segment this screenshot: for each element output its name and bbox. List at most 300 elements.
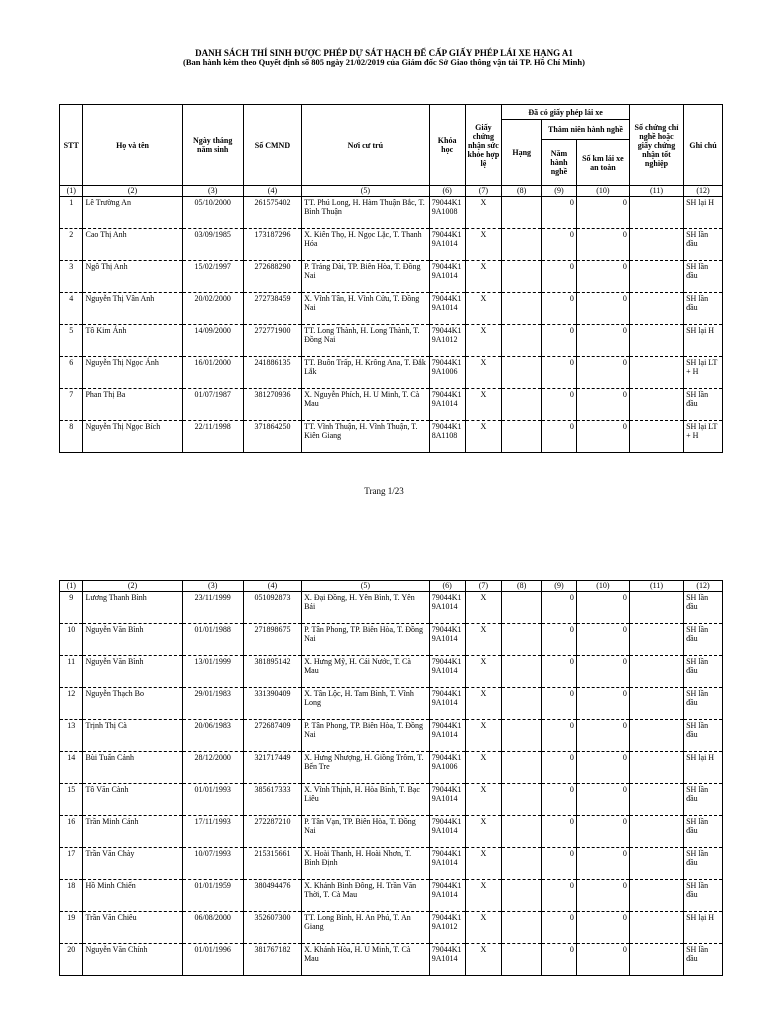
row-cmnd: 381895142 — [243, 656, 301, 688]
row-km: 0 — [576, 389, 629, 421]
table-row — [60, 197, 723, 229]
row-km: 0 — [576, 421, 629, 453]
row-note: SH lần đầu — [684, 592, 723, 624]
header-name: Họ và tên — [83, 105, 182, 186]
row-name: Trần Minh Cảnh — [83, 816, 182, 848]
column-number: (4) — [243, 186, 301, 197]
row-years: 0 — [542, 848, 577, 880]
header-license-group: Đã có giấy phép lái xe — [502, 105, 630, 120]
row-class — [502, 261, 542, 293]
row-course: 79044K19A1014 — [429, 816, 465, 848]
row-note: SH lần đầu — [684, 944, 723, 976]
row-note: SH lại H — [684, 752, 723, 784]
row-name: Nguyễn Văn Bình — [83, 624, 182, 656]
row-years: 0 — [542, 752, 577, 784]
row-class — [502, 421, 542, 453]
header-certificate: Số chứng chỉ nghề hoặc giấy chứng nhận tốt nghiệp — [629, 105, 683, 186]
row-dob: 20/06/1983 — [182, 720, 243, 752]
row-dob: 23/11/1999 — [182, 592, 243, 624]
row-class — [502, 357, 542, 389]
row-dob: 06/08/2000 — [182, 912, 243, 944]
row-name: Nguyễn Thị Vân Anh — [83, 293, 182, 325]
table-row — [60, 688, 723, 720]
row-name: Phan Thị Ba — [83, 389, 182, 421]
row-dob: 01/01/1996 — [182, 944, 243, 976]
row-class — [502, 912, 542, 944]
row-certificate — [629, 880, 683, 912]
row-certificate — [629, 357, 683, 389]
row-class — [502, 293, 542, 325]
header-course: Khóa học — [429, 105, 465, 186]
row-km: 0 — [576, 720, 629, 752]
row-stt: 17 — [60, 848, 83, 880]
row-km: 0 — [576, 784, 629, 816]
table-row — [60, 912, 723, 944]
row-class — [502, 389, 542, 421]
column-number: (5) — [302, 581, 430, 592]
row-health: X — [465, 229, 502, 261]
row-note: SH lại H — [684, 912, 723, 944]
row-stt: 15 — [60, 784, 83, 816]
row-certificate — [629, 261, 683, 293]
document-title: DANH SÁCH THÍ SINH ĐƯỢC PHÉP DỰ SÁT HẠCH ĐỂ CẤP GIẤY PHÉP LÁI XE HẠNG A1 — [195, 48, 573, 58]
row-name: Nguyễn Thị Ngọc Ánh — [83, 357, 182, 389]
row-address: X. Tân Lộc, H. Tam Bình, T. Vĩnh Long — [302, 688, 430, 720]
row-certificate — [629, 656, 683, 688]
row-cmnd: 380494476 — [243, 880, 301, 912]
row-cmnd: 272287210 — [243, 816, 301, 848]
row-certificate — [629, 688, 683, 720]
row-note: SH lại LT + H — [684, 357, 723, 389]
row-km: 0 — [576, 880, 629, 912]
row-dob: 10/07/1993 — [182, 848, 243, 880]
table-row — [60, 880, 723, 912]
row-address: X. Hưng Mỹ, H. Cái Nước, T. Cà Mau — [302, 656, 430, 688]
row-course: 79044K19A1014 — [429, 784, 465, 816]
row-class — [502, 688, 542, 720]
row-certificate — [629, 421, 683, 453]
header-cmnd: Số CMND — [243, 105, 301, 186]
row-stt: 3 — [60, 261, 83, 293]
row-course: 79044K19A1014 — [429, 592, 465, 624]
row-years: 0 — [542, 357, 577, 389]
row-class — [502, 784, 542, 816]
row-course: 79044K19A1006 — [429, 357, 465, 389]
column-number: (2) — [83, 581, 182, 592]
row-class — [502, 944, 542, 976]
table-row — [60, 325, 723, 357]
row-address: TT. Long Thành, H. Long Thành, T. Đồng Nai — [302, 325, 430, 357]
row-km: 0 — [576, 848, 629, 880]
row-note: SH lần đầu — [684, 656, 723, 688]
column-number-row — [60, 581, 723, 592]
page-number: Trang 1/23 — [364, 486, 404, 496]
row-years: 0 — [542, 197, 577, 229]
row-years: 0 — [542, 421, 577, 453]
row-course: 79044K19A1014 — [429, 688, 465, 720]
row-name: Tô Văn Cành — [83, 784, 182, 816]
row-class — [502, 720, 542, 752]
header-class: Hạng — [502, 120, 542, 186]
row-course: 79044K19A1014 — [429, 261, 465, 293]
row-note: SH lần đầu — [684, 784, 723, 816]
header-years: Năm hành nghề — [542, 140, 577, 186]
column-number: (11) — [629, 581, 683, 592]
row-class — [502, 229, 542, 261]
row-address: X. Hưng Nhượng, H. Giồng Trôm, T. Bến Tre — [302, 752, 430, 784]
row-course: 79044K19A1014 — [429, 720, 465, 752]
row-name: Hồ Minh Chiến — [83, 880, 182, 912]
row-cmnd: 215315661 — [243, 848, 301, 880]
row-stt: 11 — [60, 656, 83, 688]
row-address: X. Kiên Thọ, H. Ngọc Lặc, T. Thanh Hóa — [302, 229, 430, 261]
row-km: 0 — [576, 592, 629, 624]
row-years: 0 — [542, 880, 577, 912]
row-course: 79044K18A1108 — [429, 421, 465, 453]
row-certificate — [629, 229, 683, 261]
row-cmnd: 371864250 — [243, 421, 301, 453]
row-km: 0 — [576, 197, 629, 229]
column-number: (9) — [542, 581, 577, 592]
table-row — [60, 656, 723, 688]
header-stt: STT — [60, 105, 83, 186]
row-note: SH lại LT + H — [684, 421, 723, 453]
row-stt: 5 — [60, 325, 83, 357]
row-years: 0 — [542, 912, 577, 944]
row-certificate — [629, 848, 683, 880]
column-number: (3) — [182, 581, 243, 592]
row-dob: 01/07/1987 — [182, 389, 243, 421]
table-row — [60, 944, 723, 976]
row-dob: 05/10/2000 — [182, 197, 243, 229]
row-years: 0 — [542, 720, 577, 752]
row-note: SH lần đầu — [684, 688, 723, 720]
row-health: X — [465, 912, 502, 944]
column-number: (2) — [83, 186, 182, 197]
row-name: Nguyễn Thạch Bo — [83, 688, 182, 720]
table-row — [60, 357, 723, 389]
row-course: 79044K19A1012 — [429, 325, 465, 357]
row-certificate — [629, 624, 683, 656]
column-number: (6) — [429, 186, 465, 197]
row-note: SH lại H — [684, 325, 723, 357]
table-row — [60, 389, 723, 421]
row-certificate — [629, 752, 683, 784]
row-note: SH lần đầu — [684, 389, 723, 421]
row-note: SH lần đầu — [684, 261, 723, 293]
row-certificate — [629, 912, 683, 944]
table-row — [60, 816, 723, 848]
row-name: Trần Văn Chày — [83, 848, 182, 880]
row-address: X. Khánh Bình Đông, H. Trần Văn Thời, T. Cà Mau — [302, 880, 430, 912]
row-stt: 14 — [60, 752, 83, 784]
row-note: SH lần đầu — [684, 720, 723, 752]
candidate-table-page1 — [59, 104, 723, 453]
row-address: X. Khánh Hòa, H. U Minh, T. Cà Mau — [302, 944, 430, 976]
row-certificate — [629, 389, 683, 421]
row-years: 0 — [542, 293, 577, 325]
row-course: 79044K19A1014 — [429, 624, 465, 656]
row-health: X — [465, 944, 502, 976]
row-years: 0 — [542, 229, 577, 261]
row-note: SH lần đầu — [684, 624, 723, 656]
row-health: X — [465, 325, 502, 357]
document-subtitle: (Ban hành kèm theo Quyết định số 805 ngày 21/02/2019 của Giám đốc Sở Giao thông vận tải TP. Hồ Chí Minh) — [183, 57, 585, 67]
row-class — [502, 880, 542, 912]
row-dob: 17/11/1993 — [182, 816, 243, 848]
row-name: Bùi Tuấn Cảnh — [83, 752, 182, 784]
row-cmnd: 272687409 — [243, 720, 301, 752]
row-stt: 12 — [60, 688, 83, 720]
row-dob: 13/01/1999 — [182, 656, 243, 688]
row-course: 79044K19A1014 — [429, 389, 465, 421]
row-stt: 8 — [60, 421, 83, 453]
row-dob: 16/01/2000 — [182, 357, 243, 389]
row-certificate — [629, 784, 683, 816]
row-address: X. Nguyễn Phích, H. U Minh, T. Cà Mau — [302, 389, 430, 421]
row-course: 79044K19A1014 — [429, 880, 465, 912]
table-row — [60, 752, 723, 784]
column-number: (7) — [465, 581, 502, 592]
row-health: X — [465, 293, 502, 325]
row-name: Ngô Thị Anh — [83, 261, 182, 293]
column-number: (11) — [629, 186, 683, 197]
row-health: X — [465, 624, 502, 656]
table-row — [60, 848, 723, 880]
row-dob: 01/01/1993 — [182, 784, 243, 816]
table-row — [60, 784, 723, 816]
row-health: X — [465, 848, 502, 880]
row-dob: 01/01/1988 — [182, 624, 243, 656]
row-class — [502, 848, 542, 880]
row-note: SH lần đầu — [684, 816, 723, 848]
row-name: Tô Kim Ánh — [83, 325, 182, 357]
row-health: X — [465, 197, 502, 229]
column-number: (12) — [684, 186, 723, 197]
row-years: 0 — [542, 656, 577, 688]
row-km: 0 — [576, 357, 629, 389]
row-address: X. Vĩnh Tân, H. Vĩnh Cửu, T. Đồng Nai — [302, 293, 430, 325]
row-course: 79044K19A1012 — [429, 912, 465, 944]
row-course: 79044K19A1014 — [429, 293, 465, 325]
row-name: Trịnh Thị Cà — [83, 720, 182, 752]
row-km: 0 — [576, 325, 629, 357]
row-dob: 03/09/1985 — [182, 229, 243, 261]
row-dob: 29/01/1983 — [182, 688, 243, 720]
row-stt: 16 — [60, 816, 83, 848]
row-years: 0 — [542, 688, 577, 720]
row-cmnd: 381270936 — [243, 389, 301, 421]
row-years: 0 — [542, 784, 577, 816]
row-address: TT. Buôn Trấp, H. Krông Ana, T. Đắk Lắk — [302, 357, 430, 389]
row-health: X — [465, 357, 502, 389]
row-health: X — [465, 752, 502, 784]
column-number: (4) — [243, 581, 301, 592]
row-certificate — [629, 293, 683, 325]
row-class — [502, 197, 542, 229]
row-note: SH lại H — [684, 197, 723, 229]
row-cmnd: 381767182 — [243, 944, 301, 976]
row-health: X — [465, 656, 502, 688]
row-km: 0 — [576, 816, 629, 848]
row-name: Nguyễn Văn Chính — [83, 944, 182, 976]
row-address: X. Đại Đồng, H. Yên Bình, T. Yên Bái — [302, 592, 430, 624]
row-dob: 01/01/1959 — [182, 880, 243, 912]
row-certificate — [629, 197, 683, 229]
column-number: (8) — [502, 186, 542, 197]
row-health: X — [465, 816, 502, 848]
row-address: P. Trảng Dài, TP. Biên Hòa, T. Đồng Nai — [302, 261, 430, 293]
row-cmnd: 173187296 — [243, 229, 301, 261]
row-health: X — [465, 592, 502, 624]
table-row — [60, 293, 723, 325]
header-note: Ghi chú — [684, 105, 723, 186]
row-course: 79044K19A1014 — [429, 944, 465, 976]
row-cmnd: 051092873 — [243, 592, 301, 624]
row-class — [502, 656, 542, 688]
row-dob: 28/12/2000 — [182, 752, 243, 784]
row-name: Lương Thanh Bình — [83, 592, 182, 624]
header-km: Số km lái xe an toàn — [576, 140, 629, 186]
column-number: (8) — [502, 581, 542, 592]
row-cmnd: 261575402 — [243, 197, 301, 229]
row-km: 0 — [576, 752, 629, 784]
row-stt: 4 — [60, 293, 83, 325]
column-number: (1) — [60, 186, 83, 197]
row-years: 0 — [542, 389, 577, 421]
row-stt: 6 — [60, 357, 83, 389]
column-number: (1) — [60, 581, 83, 592]
row-km: 0 — [576, 656, 629, 688]
row-course: 79044K19A1008 — [429, 197, 465, 229]
header-seniority: Thâm niên hành nghề — [542, 120, 630, 140]
row-cmnd: 352607300 — [243, 912, 301, 944]
row-name: Nguyễn Văn Bình — [83, 656, 182, 688]
row-km: 0 — [576, 261, 629, 293]
row-certificate — [629, 944, 683, 976]
row-health: X — [465, 421, 502, 453]
row-course: 79044K19A1014 — [429, 229, 465, 261]
row-class — [502, 624, 542, 656]
row-stt: 9 — [60, 592, 83, 624]
row-health: X — [465, 784, 502, 816]
row-name: Cao Thị Anh — [83, 229, 182, 261]
row-years: 0 — [542, 261, 577, 293]
row-cmnd: 385617333 — [243, 784, 301, 816]
row-note: SH lần đầu — [684, 293, 723, 325]
row-certificate — [629, 325, 683, 357]
row-km: 0 — [576, 229, 629, 261]
row-stt: 2 — [60, 229, 83, 261]
row-address: X. Hoài Thanh, H. Hoài Nhơn, T. Bình Định — [302, 848, 430, 880]
row-dob: 22/11/1998 — [182, 421, 243, 453]
row-health: X — [465, 389, 502, 421]
row-years: 0 — [542, 624, 577, 656]
column-number: (10) — [576, 581, 629, 592]
table-row — [60, 421, 723, 453]
row-years: 0 — [542, 592, 577, 624]
row-cmnd: 321717449 — [243, 752, 301, 784]
table-row — [60, 720, 723, 752]
row-cmnd: 241886135 — [243, 357, 301, 389]
row-cmnd: 272738459 — [243, 293, 301, 325]
table-row — [60, 592, 723, 624]
column-number: (10) — [576, 186, 629, 197]
row-stt: 19 — [60, 912, 83, 944]
row-certificate — [629, 720, 683, 752]
row-stt: 10 — [60, 624, 83, 656]
row-stt: 13 — [60, 720, 83, 752]
row-address: P. Tân Phong, TP. Biên Hòa, T. Đồng Nai — [302, 624, 430, 656]
row-years: 0 — [542, 325, 577, 357]
header-address: Nơi cư trú — [302, 105, 430, 186]
row-cmnd: 272771900 — [243, 325, 301, 357]
column-number: (5) — [302, 186, 430, 197]
row-certificate — [629, 592, 683, 624]
row-address: X. Vĩnh Thịnh, H. Hòa Bình, T. Bạc Liêu — [302, 784, 430, 816]
row-stt: 7 — [60, 389, 83, 421]
column-number: (12) — [684, 581, 723, 592]
table-row — [60, 624, 723, 656]
row-health: X — [465, 261, 502, 293]
row-km: 0 — [576, 688, 629, 720]
row-course: 79044K19A1014 — [429, 848, 465, 880]
row-years: 0 — [542, 816, 577, 848]
row-class — [502, 752, 542, 784]
row-health: X — [465, 720, 502, 752]
candidate-table-page2 — [59, 580, 723, 976]
row-years: 0 — [542, 944, 577, 976]
row-name: Trần Văn Chiêu — [83, 912, 182, 944]
row-address: TT. Phú Long, H. Hàm Thuận Bắc, T. Bình Thuận — [302, 197, 430, 229]
row-cmnd: 271898675 — [243, 624, 301, 656]
row-note: SH lần đầu — [684, 848, 723, 880]
row-km: 0 — [576, 624, 629, 656]
row-class — [502, 816, 542, 848]
row-course: 79044K19A1006 — [429, 752, 465, 784]
row-name: Lê Trường An — [83, 197, 182, 229]
row-stt: 1 — [60, 197, 83, 229]
row-dob: 14/09/2000 — [182, 325, 243, 357]
row-address: TT. Vĩnh Thuận, H. Vĩnh Thuận, T. Kiên Giang — [302, 421, 430, 453]
row-km: 0 — [576, 944, 629, 976]
row-cmnd: 272688290 — [243, 261, 301, 293]
column-number: (3) — [182, 186, 243, 197]
row-health: X — [465, 688, 502, 720]
column-number: (6) — [429, 581, 465, 592]
row-stt: 20 — [60, 944, 83, 976]
row-course: 79044K19A1014 — [429, 656, 465, 688]
row-km: 0 — [576, 912, 629, 944]
table-row — [60, 229, 723, 261]
column-number: (9) — [542, 186, 577, 197]
row-note: SH lần đầu — [684, 229, 723, 261]
column-number: (7) — [465, 186, 502, 197]
header-health: Giấy chứng nhận sức khỏe hợp lệ — [465, 105, 502, 186]
row-cmnd: 331390409 — [243, 688, 301, 720]
row-certificate — [629, 816, 683, 848]
row-class — [502, 592, 542, 624]
column-number-row — [60, 186, 723, 197]
row-class — [502, 325, 542, 357]
row-address: P. Tân Vạn, TP. Biên Hòa, T. Đồng Nai — [302, 816, 430, 848]
row-note: SH lần đầu — [684, 880, 723, 912]
header-dob: Ngày tháng năm sinh — [182, 105, 243, 186]
table-row — [60, 261, 723, 293]
row-km: 0 — [576, 293, 629, 325]
row-dob: 15/02/1997 — [182, 261, 243, 293]
row-stt: 18 — [60, 880, 83, 912]
